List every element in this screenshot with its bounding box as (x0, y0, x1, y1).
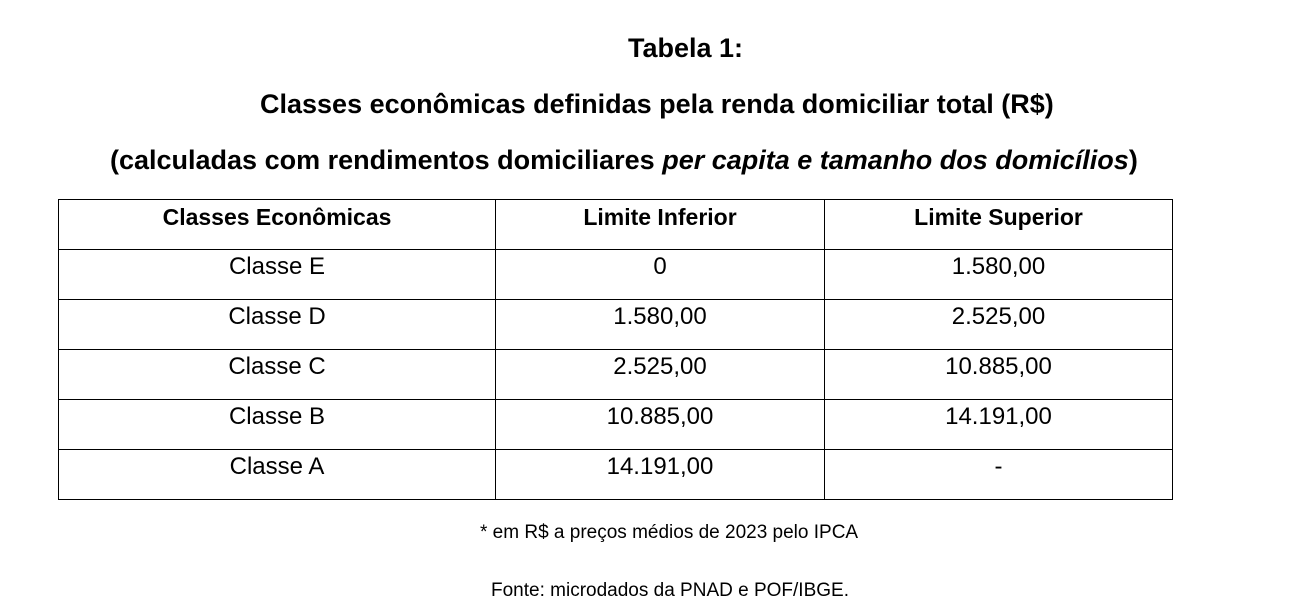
upper-limit-cell: 14.191,00 (825, 400, 1173, 450)
class-name-cell: Classe C (59, 350, 496, 400)
header-lower-limit: Limite Inferior (496, 200, 825, 250)
source-note: Fonte: microdados da PNAD e POF/IBGE. (491, 580, 849, 601)
subtitle-italic: per capita e tamanho dos domicílios (662, 145, 1129, 175)
header-classes: Classes Econômicas (59, 200, 496, 250)
table-caption-number: Tabela 1: (628, 33, 744, 63)
subtitle-suffix: ) (1128, 145, 1138, 175)
class-name-cell: Classe D (59, 300, 496, 350)
income-classes-table (58, 199, 1173, 500)
table-subtitle (110, 144, 1138, 176)
class-name-cell: Classe E (59, 250, 496, 300)
table-row (59, 450, 1173, 500)
upper-limit-cell: 10.885,00 (825, 350, 1173, 400)
subtitle-prefix: (calculadas com rendimentos domiciliares (110, 145, 663, 175)
lower-limit-cell: 2.525,00 (496, 350, 825, 400)
table-title: Classes econômicas definidas pela renda domiciliar total (R$) (260, 89, 1054, 119)
upper-limit-cell: 1.580,00 (825, 250, 1173, 300)
table-header-row (59, 200, 1173, 250)
lower-limit-cell: 0 (496, 250, 825, 300)
table-row (59, 300, 1173, 350)
footnote: * em R$ a preços médios de 2023 pelo IPCA (480, 522, 859, 543)
header-upper-limit: Limite Superior (825, 200, 1173, 250)
upper-limit-cell: - (825, 450, 1173, 500)
table-row (59, 400, 1173, 450)
table-row (59, 250, 1173, 300)
class-name-cell: Classe A (59, 450, 496, 500)
class-name-cell: Classe B (59, 400, 496, 450)
table-row (59, 350, 1173, 400)
lower-limit-cell: 14.191,00 (496, 450, 825, 500)
upper-limit-cell: 2.525,00 (825, 300, 1173, 350)
lower-limit-cell: 10.885,00 (496, 400, 825, 450)
lower-limit-cell: 1.580,00 (496, 300, 825, 350)
